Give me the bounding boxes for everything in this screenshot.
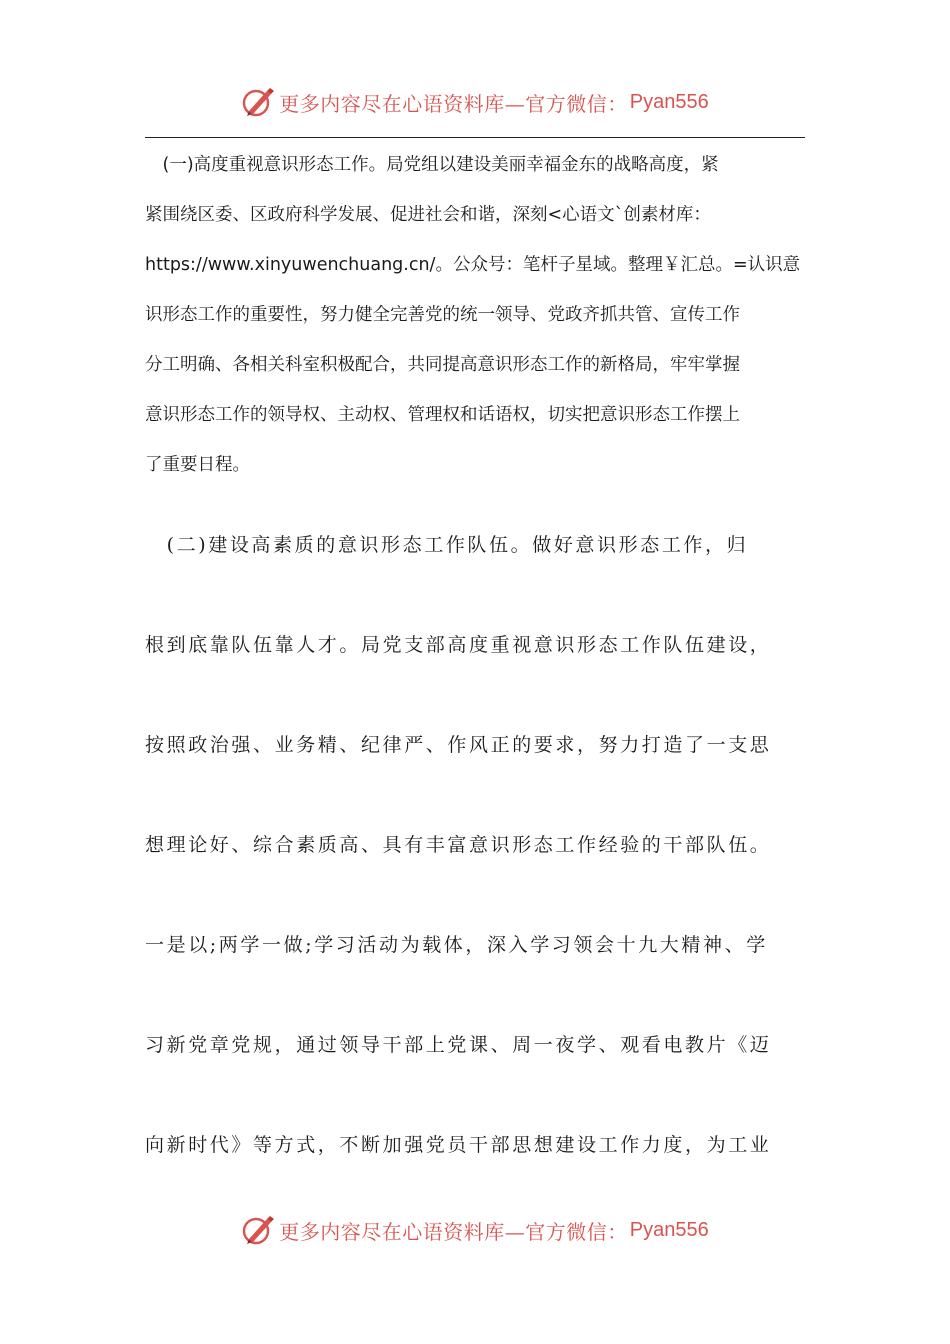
paragraph-1-line: 了重要日程。 — [145, 455, 250, 475]
header-wechat-id: Pyan556 — [629, 90, 709, 113]
paragraph-1-line: 识形态工作的重要性，努力健全完善党的统一领导、党政齐抓共管、宣传工作 — [145, 305, 740, 325]
header-rule — [145, 137, 805, 138]
paragraph-1-line: https://www.xinyuwenchuang.cn/。公众号：笔杆子星域。整理￥汇总。=认识意 — [145, 255, 801, 275]
footer-wechat-id: Pyan556 — [629, 1218, 709, 1241]
paragraph-1-line: 紧围绕区委、区政府科学发展、促进社会和谐，深刻<心语文`创素材库： — [145, 205, 711, 225]
paragraph-2-line: 习新党章党规，通过领导干部上党课、周一夜学、观看电教片《迈 — [145, 1034, 772, 1056]
header-banner — [0, 82, 950, 122]
paragraph-2-line: 想理论好、综合素质高、具有丰富意识形态工作经验的干部队伍。 — [145, 834, 772, 856]
footer-banner — [0, 1210, 950, 1250]
paragraph-2-line: 向新时代》等方式，不断加强党员干部思想建设工作力度，为工业 — [145, 1134, 772, 1156]
header-banner-text: 更多内容尽在心语资料库—官方微信： — [279, 91, 628, 116]
paragraph-2 — [145, 495, 807, 1195]
pen-logo-icon — [241, 85, 275, 119]
paragraph-2-line: 一是以;两学一做;学习活动为载体，深入学习领会十九大精神、学 — [145, 934, 768, 956]
paragraph-2-line: 按照政治强、业务精、纪律严、作风正的要求，努力打造了一支思 — [145, 734, 772, 756]
paragraph-2-line: (二)建设高素质的意识形态工作队伍。做好意识形态工作，归 — [145, 534, 749, 556]
paragraph-2-line: 根到底靠队伍靠人才。局党支部高度重视意识形态工作队伍建设， — [145, 634, 772, 656]
paragraph-1 — [145, 140, 807, 490]
pen-logo-icon — [241, 1213, 275, 1247]
paragraph-1-line: (一)高度重视意识形态工作。局党组以建设美丽幸福金东的战略高度，紧 — [145, 155, 719, 175]
paragraph-1-line: 意识形态工作的领导权、主动权、管理权和话语权，切实把意识形态工作摆上 — [145, 405, 740, 425]
paragraph-1-line: 分工明确、各相关科室积极配合，共同提高意识形态工作的新格局，牢牢掌握 — [145, 355, 740, 375]
footer-banner-text: 更多内容尽在心语资料库—官方微信： — [279, 1219, 628, 1244]
